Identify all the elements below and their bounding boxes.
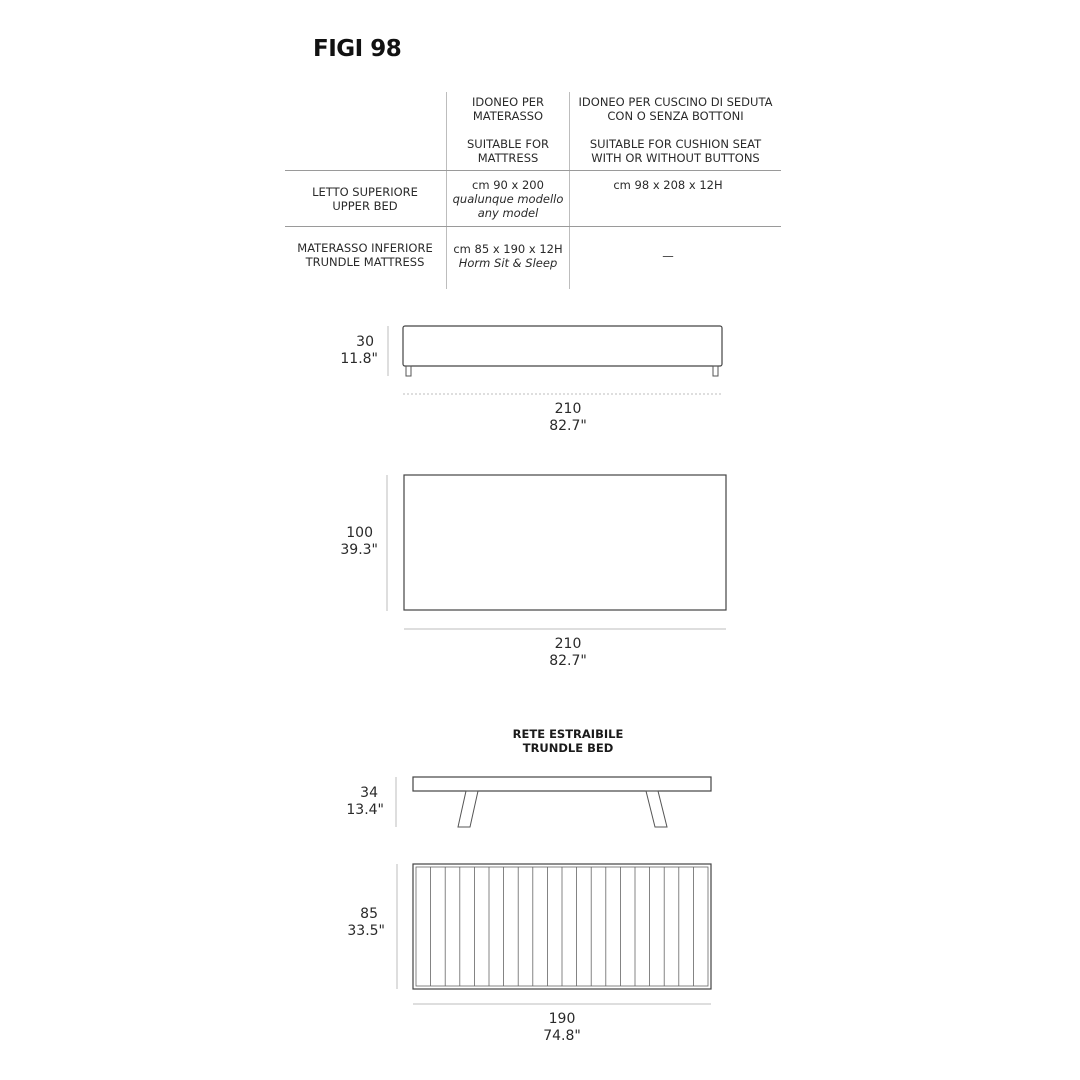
trundle-title: RETE ESTRAIBILE TRUNDLE BED: [512, 727, 624, 755]
bed-top-frame: [404, 475, 726, 610]
trundle-slats: [431, 867, 694, 986]
bed-top-width-cm: 100: [346, 525, 373, 541]
bed-top-length-cm: 210: [554, 636, 582, 652]
bed-side-height-in: 11.8": [340, 351, 378, 367]
bed-top-width-in: 39.3": [340, 542, 378, 558]
row-upper-bed-cushion: cm 98 x 208 x 12H: [613, 178, 723, 192]
bed-top-view: [387, 475, 726, 629]
product-title: FIGI 98: [313, 36, 402, 62]
bed-side-leg-left: [406, 366, 411, 376]
bed-side-frame: [403, 326, 722, 366]
trundle-side-view: [396, 777, 711, 827]
trundle-top-view: [397, 864, 711, 1004]
row-upper-bed-mattress: cm 90 x 200: [472, 178, 544, 192]
header-mattress-it: IDONEO PER MATERASSO: [471, 95, 545, 123]
row-trundle-mattress: cm 85 x 190 x 12H: [453, 242, 563, 256]
header-mattress-en: SUITABLE FOR MATTRESS: [467, 137, 549, 165]
row-upper-bed-label: LETTO SUPERIORE UPPER BED: [312, 185, 418, 213]
trundle-top-width-in: 33.5": [347, 923, 385, 939]
trundle-leg-right: [646, 791, 667, 827]
trundle-top-length-cm: 190: [548, 1011, 576, 1027]
bed-top-length-in: 82.7": [549, 653, 587, 669]
row-trundle-label: MATERASSO INFERIORE TRUNDLE MATTRESS: [297, 241, 433, 269]
bed-side-view: [388, 326, 722, 394]
bed-side-height-cm: 30: [356, 334, 374, 350]
trundle-side-frame: [413, 777, 711, 791]
trundle-side-height-in: 13.4": [346, 802, 384, 818]
row-trundle-cushion: —: [662, 249, 674, 263]
row-upper-bed-note: qualunque modello any model: [452, 192, 564, 220]
header-cushion-en: SUITABLE FOR CUSHION SEAT WITH OR WITHOUT BUTTONS: [589, 137, 762, 165]
header-cushion-it: IDONEO PER CUSCINO DI SEDUTA CON O SENZA BOTTONI: [578, 95, 773, 123]
trundle-top-length-in: 74.8": [543, 1028, 581, 1044]
bed-side-length-in: 82.7": [549, 418, 587, 434]
bed-side-leg-right: [713, 366, 718, 376]
trundle-top-width-cm: 85: [360, 906, 378, 922]
trundle-leg-left: [458, 791, 478, 827]
bed-side-length-cm: 210: [554, 401, 582, 417]
trundle-side-height-cm: 34: [360, 785, 378, 801]
row-trundle-note: Horm Sit & Sleep: [458, 256, 558, 270]
